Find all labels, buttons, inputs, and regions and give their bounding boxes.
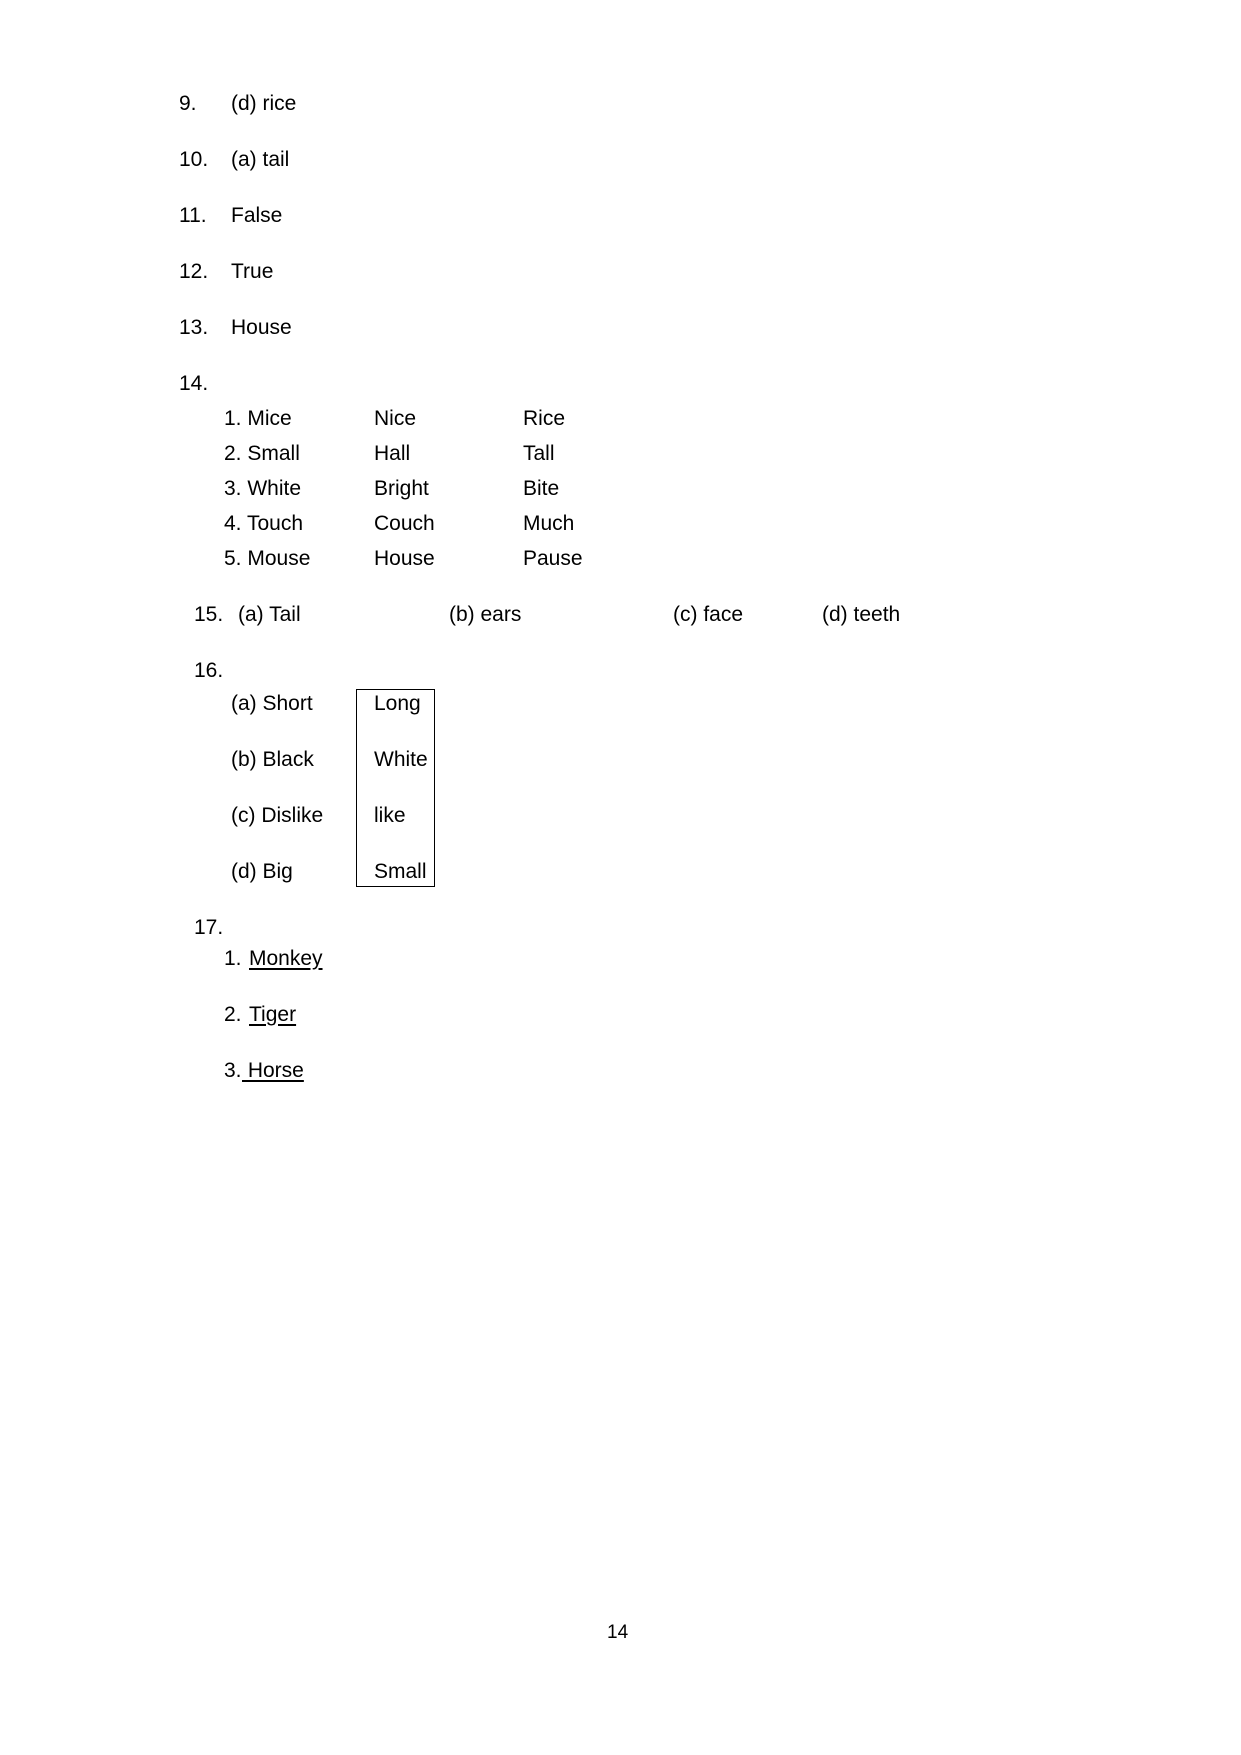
q14-rhyme-2: Bite xyxy=(523,477,560,500)
q14-rhyme-1: Hall xyxy=(374,442,411,465)
q17-answer: Monkey xyxy=(249,947,323,970)
q17-item-number: 1. xyxy=(224,947,242,970)
q17-item-number: 2. xyxy=(224,1003,242,1026)
q14-word: 5. Mouse xyxy=(224,547,311,570)
item-number: 10. xyxy=(179,148,209,171)
q16-word: (a) Short xyxy=(231,692,313,715)
q15-option: (b) ears xyxy=(449,603,522,626)
item-number: 13. xyxy=(179,316,209,339)
q15-number: 15. xyxy=(194,603,224,626)
q15-option: (a) Tail xyxy=(238,603,301,626)
q16-antonym: Small xyxy=(374,860,427,883)
q14-rhyme-2: Rice xyxy=(523,407,566,430)
q14-rhyme-1: Bright xyxy=(374,477,429,500)
q14-rhyme-1: House xyxy=(374,547,435,570)
q16-word: (d) Big xyxy=(231,860,293,883)
q17-answer: Horse xyxy=(242,1059,304,1082)
q16-word: (b) Black xyxy=(231,748,314,771)
q14-number: 14. xyxy=(179,372,209,395)
antonym-box xyxy=(356,689,435,887)
q16-antonym: White xyxy=(374,748,428,771)
item-answer: House xyxy=(231,316,292,339)
q17-item-number: 3. xyxy=(224,1059,242,1082)
q14-rhyme-2: Much xyxy=(523,512,575,535)
q16-antonym: Long xyxy=(374,692,421,715)
q14-word: 3. White xyxy=(224,477,302,500)
q15-option: (c) face xyxy=(673,603,744,626)
item-answer: (d) rice xyxy=(231,92,297,115)
item-number: 9. xyxy=(179,92,197,115)
page-number: 14 xyxy=(607,1622,629,1643)
q14-rhyme-1: Nice xyxy=(374,407,417,430)
q16-antonym: like xyxy=(374,804,406,827)
q14-rhyme-1: Couch xyxy=(374,512,435,535)
item-answer: True xyxy=(231,260,274,283)
q15-option: (d) teeth xyxy=(822,603,901,626)
q14-word: 4. Touch xyxy=(224,512,304,535)
q14-rhyme-2: Tall xyxy=(523,442,555,465)
q17-answer: Tiger xyxy=(249,1003,297,1026)
item-answer: False xyxy=(231,204,283,227)
q14-rhyme-2: Pause xyxy=(523,547,583,570)
item-number: 12. xyxy=(179,260,209,283)
q14-word: 1. Mice xyxy=(224,407,292,430)
q16-word: (c) Dislike xyxy=(231,804,324,827)
q16-number: 16. xyxy=(194,659,224,682)
q17-number: 17. xyxy=(194,916,224,939)
q14-word: 2. Small xyxy=(224,442,300,465)
item-answer: (a) tail xyxy=(231,148,290,171)
item-number: 11. xyxy=(179,204,207,227)
